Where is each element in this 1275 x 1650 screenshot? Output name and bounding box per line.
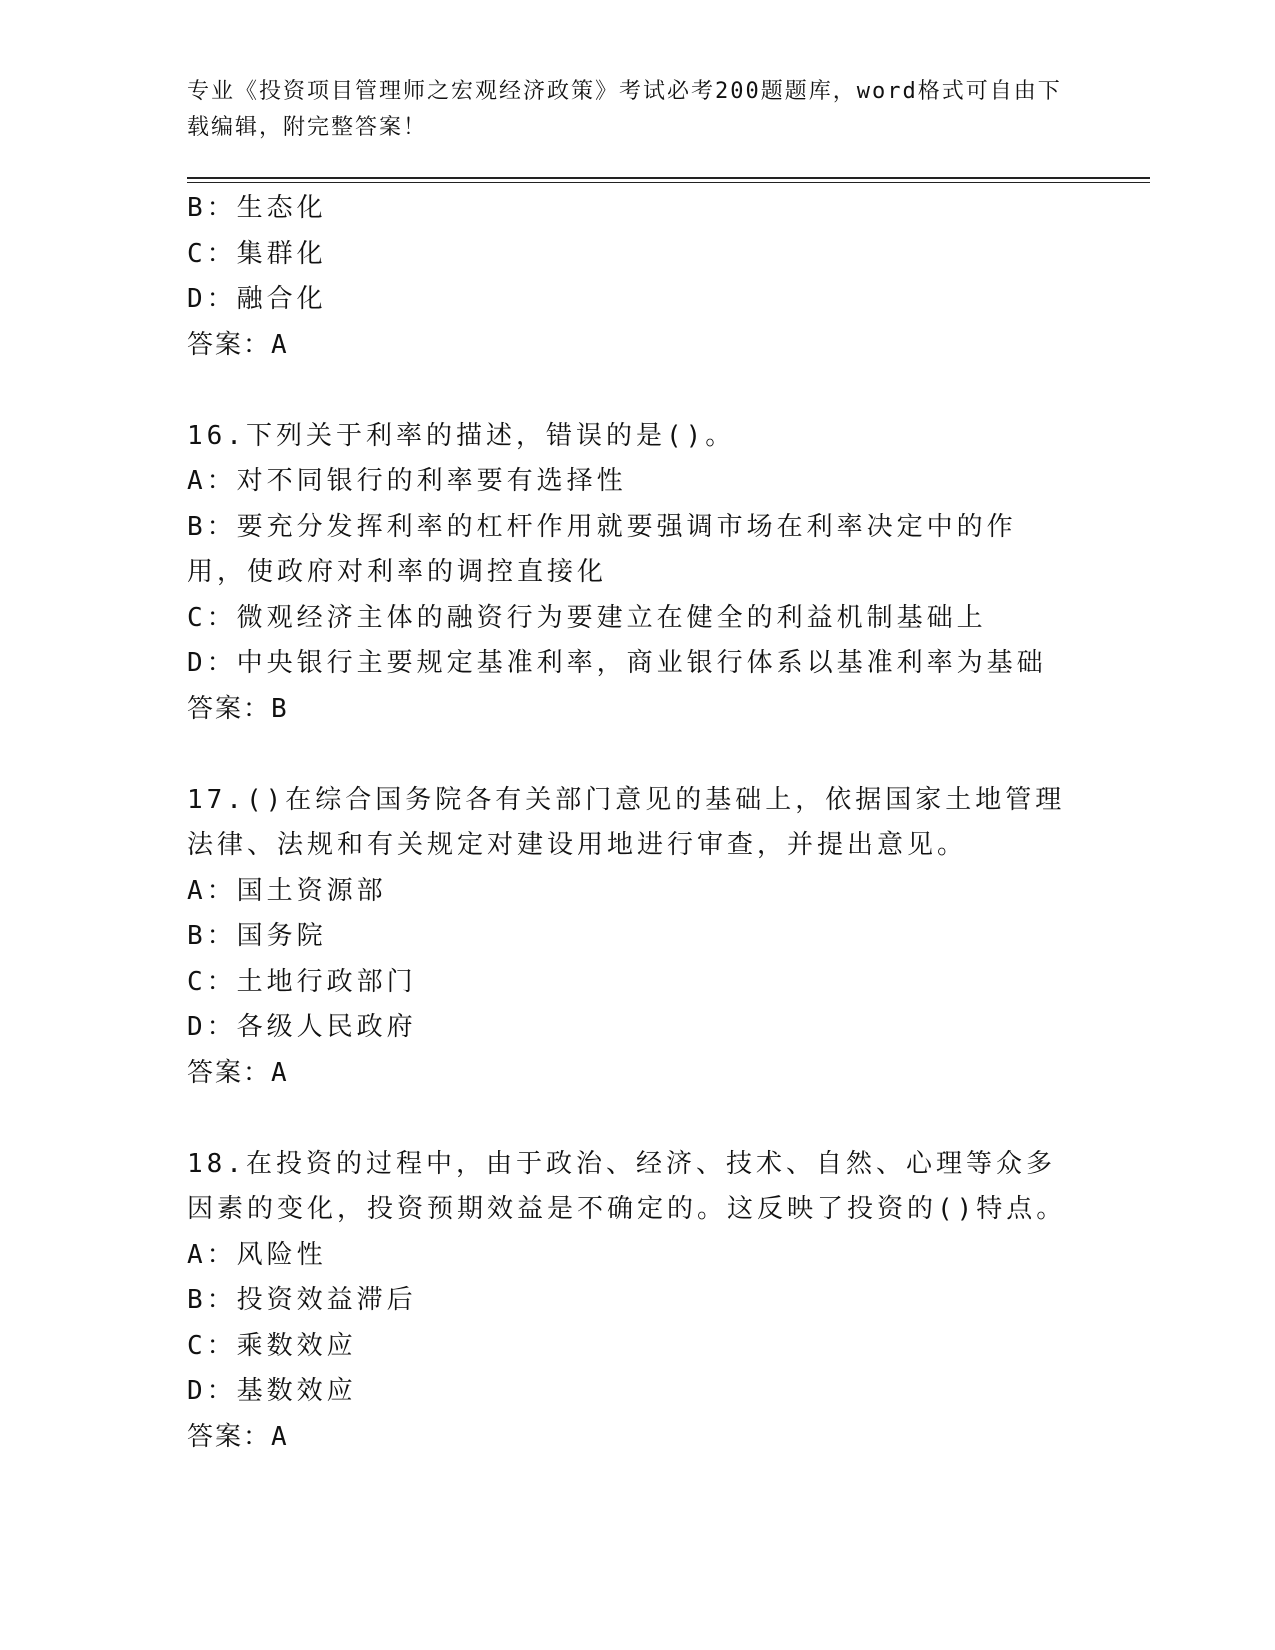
question-block-15 — [187, 186, 1067, 368]
option-d: D：融合化 — [187, 284, 327, 314]
question-block-16 — [187, 414, 1067, 733]
answer-line: 答案：A — [187, 329, 289, 360]
option-d: D：各级人民政府 — [187, 1012, 417, 1042]
question-stem: 18.在投资的过程中，由于政治、经济、技术、自然、心理等众多因素的变化，投资预期效益是不确定的。这反映了投资的()特点。 — [187, 1148, 1067, 1224]
option-c: C：微观经济主体的融资行为要建立在健全的利益机制基础上 — [187, 602, 987, 633]
option-b: B：生态化 — [187, 193, 327, 223]
option-a: A：国土资源部 — [187, 875, 387, 906]
option-c: C：乘数效应 — [187, 1330, 357, 1361]
option-b: B：国务院 — [187, 921, 327, 951]
option-d: D：基数效应 — [187, 1376, 357, 1406]
answer-line: 答案：B — [187, 693, 289, 724]
option-a: A：对不同银行的利率要有选择性 — [187, 466, 627, 496]
option-a: A：风险性 — [187, 1239, 327, 1270]
answer-line: 答案：A — [187, 1057, 289, 1088]
header-rule-thin — [187, 182, 1150, 183]
document-body — [187, 186, 1067, 1460]
option-c: C：土地行政部门 — [187, 966, 417, 997]
document-header — [187, 74, 1067, 146]
option-b: B：要充分发挥利率的杠杆作用就要强调市场在利率决定中的作用，使政府对利率的调控直接化 — [187, 511, 1017, 587]
header-text: 专业《投资项目管理师之宏观经济政策》考试必考200题题库，word格式可自由下载编辑，附完整答案！ — [187, 79, 1062, 140]
option-c: C：集群化 — [187, 238, 327, 269]
question-stem: 17.()在综合国务院各有关部门意见的基础上，依据国家土地管理法律、法规和有关规定对建设用地进行审查，并提出意见。 — [187, 784, 1066, 860]
question-block-18 — [187, 1142, 1067, 1461]
question-stem: 16.下列关于利率的描述，错误的是()。 — [187, 420, 736, 451]
option-b: B：投资效益滞后 — [187, 1285, 417, 1315]
option-d: D：中央银行主要规定基准利率，商业银行体系以基准利率为基础 — [187, 648, 1047, 678]
question-block-17 — [187, 778, 1067, 1097]
answer-line: 答案：A — [187, 1421, 289, 1452]
header-rule — [187, 177, 1150, 179]
